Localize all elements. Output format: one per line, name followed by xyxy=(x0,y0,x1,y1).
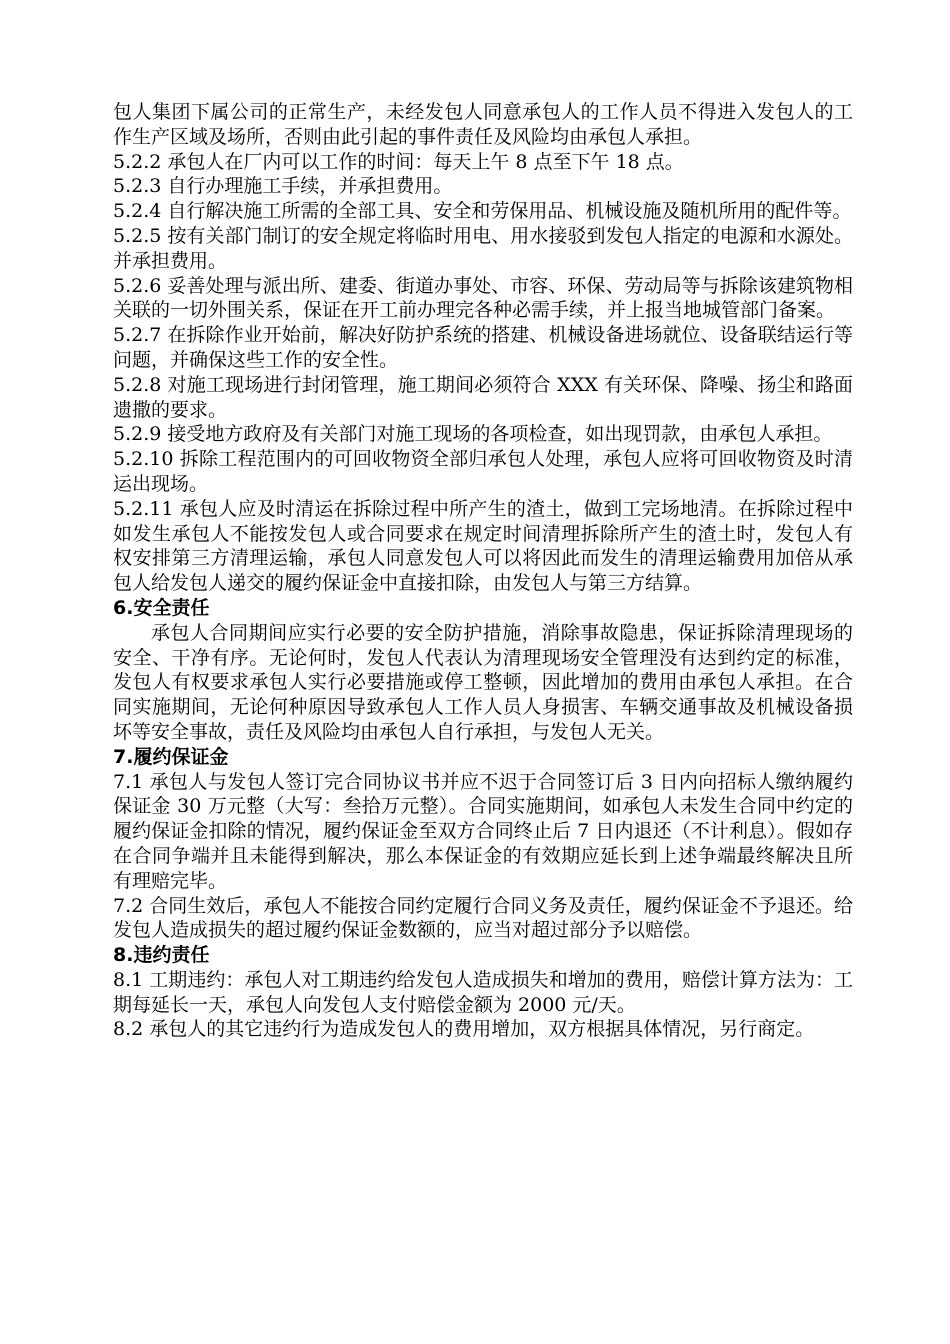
clause-8-2: 8.2 承包人的其它违约行为造成发包人的费用增加，双方根据具体情况，另行商定。 xyxy=(113,1018,815,1041)
clause-7-2: 7.2 合同生效后，承包人不能按合同约定履行合同义务及责任，履约保证金不予退还。给发包人造成损失的超过履约保证金数额的，应当对超过部分予以赔偿。 xyxy=(113,894,853,942)
safety-paragraph: 承包人合同期间应实行必要的安全防护措施，消除事故隐患，保证拆除清理现场的安全、干净有序。无论何时，发包人代表认为清理现场安全管理没有达到约定的标准，发包人有权要求承包人实行必要措施或停工整顿，因此增加的费用由承包人承担。在合同实施期间，无论何种原因导致承包人工作人员人身损害、车辆交通事故及机械设备损坏等安全事故，责任及风险均由承包人自行承担，与发包人无关。 xyxy=(113,621,853,743)
clause-5-2-6: 5.2.6 妥善处理与派出所、建委、街道办事处、市容、环保、劳动局等与拆除该建筑物相关联的一切外围关系，保证在开工前办理完各种必需手续，并上报当地城管部门备案。 xyxy=(113,274,853,322)
clause-5-2-8: 5.2.8 对施工现场进行封闭管理，施工期间必须符合 XXX 有关环保、降噪、扬尘和路面遗撒的要求。 xyxy=(113,373,853,421)
clause-5-2-7: 5.2.7 在拆除作业开始前，解决好防护系统的搭建、机械设备进场就位、设备联结运行等问题，并确保这些工作的安全性。 xyxy=(113,324,853,371)
clause-5-2-5: 5.2.5 按有关部门制订的安全规定将临时用电、用水接驳到发包人指定的电源和水源处。并承担费用。 xyxy=(113,224,853,272)
clause-5-2-10: 5.2.10 拆除工程范围内的可回收物资全部归承包人处理，承包人应将可回收物资及时清运出现场。 xyxy=(113,448,853,495)
document-page xyxy=(113,100,853,1042)
section-heading-performance-bond: 7.履约保证金 xyxy=(113,745,229,768)
section-heading-safety: 6.安全责任 xyxy=(113,596,210,619)
clause-5-2-3: 5.2.3 自行办理施工手续，并承担费用。 xyxy=(113,175,453,198)
clause-7-1: 7.1 承包人与发包人签订完合同协议书并应不迟于合同签订后 3 日内向招标人缴纳履约保证金 30 万元整（大写：叁拾万元整）。合同实施期间，如承包人未发生合同中约定的履约保证金扣除的情况，履约保证金至双方合同终止后 7 日内退还（不计利息）。假如存在合同争端并且未能得到解决，那么本保证金的有效期应延长到上述争端最终解决且所有理赔完毕。 xyxy=(113,770,853,892)
clause-5-2-11: 5.2.11 承包人应及时清运在拆除过程中所产生的渣土，做到工完场地清。在拆除过程中如发生承包人不能按发包人或合同要求在规定时间清理拆除所产生的渣土时，发包人有权安排第三方清理运输，承包人同意发包人可以将因此而发生的清理运输费用加倍从承包人给发包人递交的履约保证金中直接扣除，由发包人与第三方结算。 xyxy=(113,497,853,595)
clause-8-1: 8.1 工期违约：承包人对工期违约给发包人造成损失和增加的费用，赔偿计算方法为：工期每延长一天，承包人向发包人支付赔偿金额为 2000 元/天。 xyxy=(113,968,853,1016)
clause-5-2-2: 5.2.2 承包人在厂内可以工作的时间：每天上午 8 点至下午 18 点。 xyxy=(113,150,684,173)
paragraph-continued-clause: 包人集团下属公司的正常生产，未经发包人同意承包人的工作人员不得进入发包人的工作生产区域及场所，否则由此引起的事件责任及风险均由承包人承担。 xyxy=(113,101,853,148)
section-heading-breach-liability: 8.违约责任 xyxy=(113,944,210,967)
clause-5-2-4: 5.2.4 自行解决施工所需的全部工具、安全和劳保用品、机械设施及随机所用的配件等。 xyxy=(113,200,852,223)
clause-5-2-9: 5.2.9 接受地方政府及有关部门对施工现场的各项检查，如出现罚款，由承包人承担。 xyxy=(113,423,833,446)
